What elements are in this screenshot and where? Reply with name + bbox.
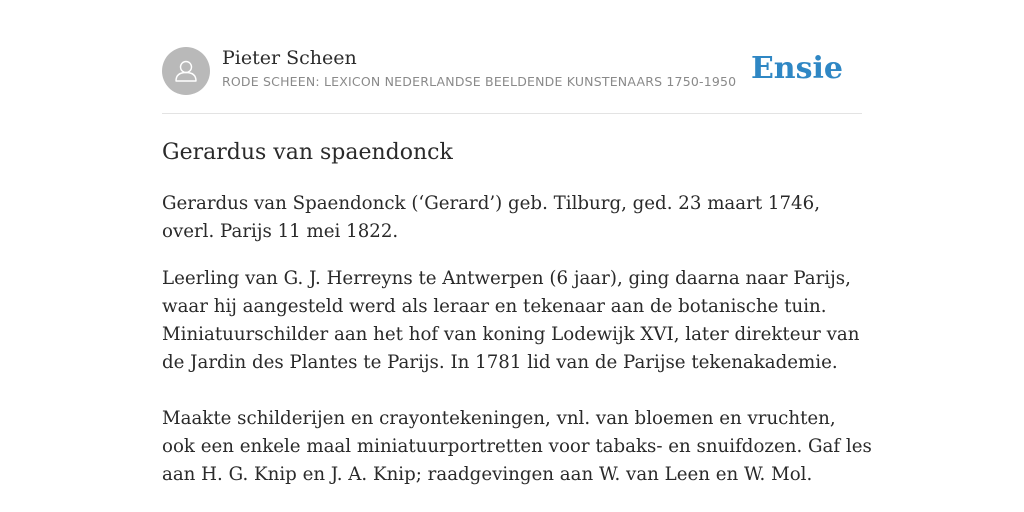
article-title: Gerardus van spaendonck xyxy=(162,140,453,165)
brand-logo[interactable]: Ensie xyxy=(750,51,843,86)
author-name[interactable]: Pieter Scheen xyxy=(222,47,357,69)
article-paragraph-1: Gerardus van Spaendonck (‘Gerard’) geb. Tilburg, ged. 23 maart 1746, overl. Parijs 11 mei 1822. xyxy=(162,193,820,242)
header-divider xyxy=(162,113,862,114)
article-paragraph-2: Leerling van G. J. Herreyns te Antwerpen (6 jaar), ging daarna naar Parijs, waar hij aangesteld werd als leraar en tekenaar aan de botanische tuin. Miniatuurschilder aan het hof van koning Lodewijk XVI, later direkteur van de Jardin des Plantes te Parijs. In 1781 lid van de Parijse tekenakademie. xyxy=(162,268,860,373)
article-paragraph-3: Maakte schilderijen en crayontekeningen, vnl. van bloemen en vruchten, ook een enkele maal miniatuurportretten voor tabaks- en snuifdozen. Gaf les aan H. G. Knip en J. A. Knip; raadgevingen aan W. van Leen en W. Mol. xyxy=(162,408,872,485)
article-header xyxy=(162,46,862,96)
avatar[interactable] xyxy=(162,47,210,95)
source-label: RODE SCHEEN: LEXICON NEDERLANDSE BEELDENDE KUNSTENAARS 1750-1950 xyxy=(222,74,737,89)
user-icon xyxy=(171,56,201,86)
